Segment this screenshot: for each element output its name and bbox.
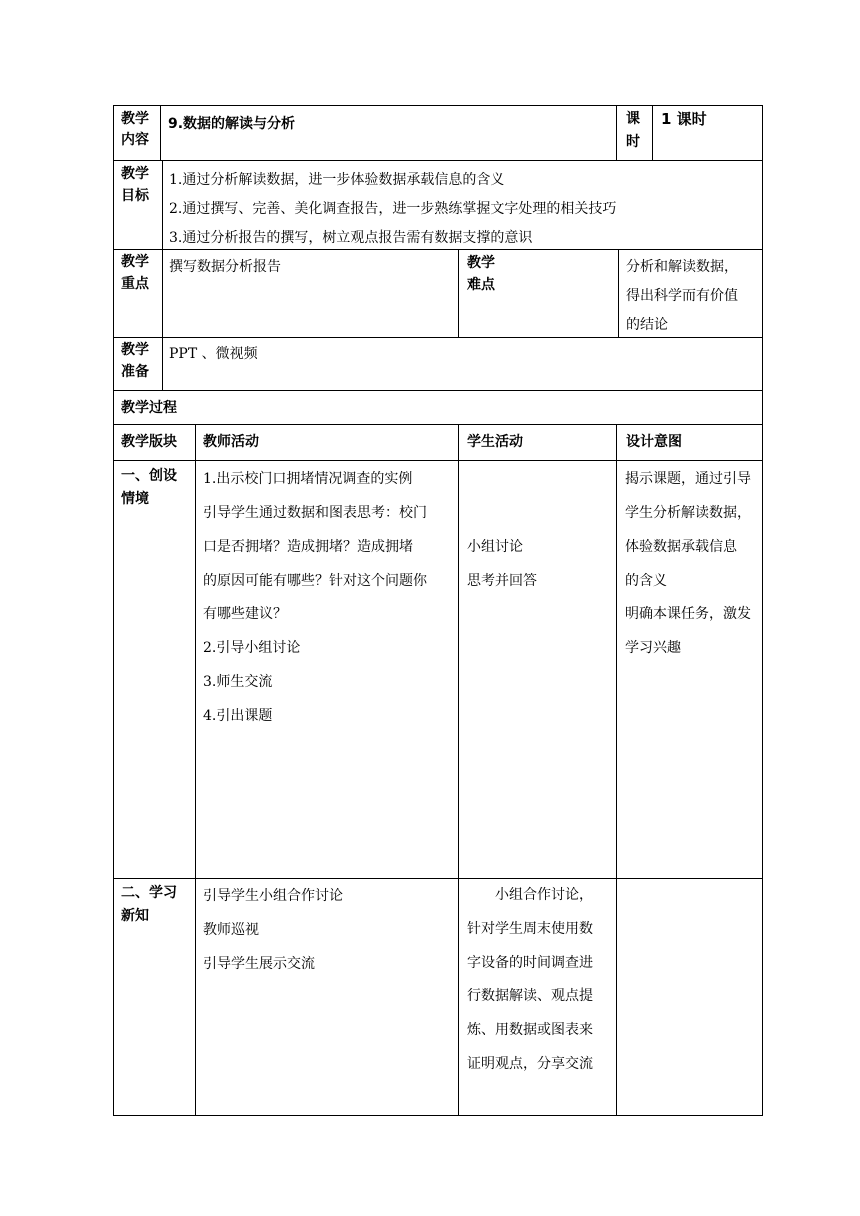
key-points-label: 重点 [121,276,149,292]
column-header: 设计意图 [626,434,682,450]
col-divider [618,249,619,337]
row-divider [113,390,763,391]
objectives-label: 目标 [121,188,149,204]
row-divider [113,249,763,250]
period-value: 1 课时 [661,110,707,128]
objective-item: 2.通过撰写、完善、美化调查报告，进一步熟练掌握文字处理的相关技巧 [169,201,617,217]
col-divider [195,424,196,1116]
col-divider [616,424,617,1116]
row-divider [113,424,763,425]
difficulty-label: 难点 [467,277,495,293]
teacher-activity-line: 教师巡视 [203,922,259,938]
table-border-top [113,105,763,106]
preparation-label: 准备 [121,364,149,380]
content-label: 教学 [121,111,149,127]
col-divider [652,105,653,160]
design-intent-line: 的含义 [625,573,667,589]
difficulty-value: 得出科学而有价值 [626,288,738,304]
key-points-label: 教学 [121,254,149,270]
objective-item: 3.通过分析报告的撰写，树立观点报告需有数据支撑的意识 [169,230,533,246]
col-divider [160,105,161,160]
key-points-value: 撰写数据分析报告 [169,259,281,275]
teacher-activity-line: 2.引导小组讨论 [203,640,301,656]
teacher-activity-line: 口是否拥堵？造成拥堵？造成拥堵 [203,539,413,555]
preparation-value: PPT 、微视频 [169,346,258,362]
period-label: 时 [626,134,640,150]
teacher-activity-line: 的原因可能有哪些？针对这个问题你 [203,573,427,589]
teacher-activity-line: 引导学生小组合作讨论 [203,888,343,904]
column-header: 教学版块 [121,434,177,450]
design-intent-line: 学习兴趣 [625,640,681,656]
teacher-activity-line: 引导学生展示交流 [203,956,315,972]
objective-item: 1.通过分析解读数据，进一步体验数据承载信息的含义 [169,172,505,188]
design-intent-line: 学生分析解读数据， [625,505,751,521]
student-activity-line: 小组合作讨论， [495,887,593,903]
section-name: 情境 [121,491,149,507]
preparation-label: 教学 [121,342,149,358]
student-activity-line: 证明观点，分享交流 [467,1056,593,1072]
teacher-activity-line: 3.师生交流 [203,674,273,690]
student-activity-line: 字设备的时间调查进 [467,955,593,971]
design-intent-line: 明确本课任务，激发 [625,606,751,622]
student-activity-line: 思考并回答 [467,573,537,589]
period-label: 课 [626,111,640,127]
content-label: 内容 [121,132,149,148]
lesson-title: 9.数据的解读与分析 [168,116,296,132]
design-intent-line: 揭示课题，通过引导 [625,471,751,487]
teacher-activity-line: 1.出示校门口拥堵情况调查的实例 [203,471,413,487]
row-divider [113,160,763,161]
teacher-activity-line: 有哪些建议？ [203,606,287,622]
section-name: 一、创设 [121,468,177,484]
table-border-left [113,105,114,1116]
row-divider [113,878,763,879]
row-divider [113,337,763,338]
col-divider [458,249,459,337]
col-divider [162,160,163,390]
table-border-bottom [113,1115,763,1116]
table-border-right [762,105,763,1116]
student-activity-line: 小组讨论 [467,539,523,555]
design-intent-line: 体验数据承载信息 [625,539,737,555]
student-activity-line: 针对学生周末使用数 [467,921,593,937]
column-header: 学生活动 [467,434,523,450]
col-divider [458,424,459,1116]
teacher-activity-line: 4.引出课题 [203,708,273,724]
objectives-label: 教学 [121,166,149,182]
col-divider [616,105,617,160]
difficulty-value: 的结论 [626,317,668,333]
student-activity-line: 炼、用数据或图表来 [467,1022,593,1038]
section-name: 新知 [121,908,149,924]
process-title: 教学过程 [121,400,177,416]
difficulty-label: 教学 [467,255,495,271]
column-header: 教师活动 [203,434,259,450]
teacher-activity-line: 引导学生通过数据和图表思考：校门 [203,505,427,521]
section-name: 二、学习 [121,885,177,901]
difficulty-value: 分析和解读数据， [626,259,738,275]
row-divider [113,460,763,461]
student-activity-line: 行数据解读、观点提 [467,988,593,1004]
